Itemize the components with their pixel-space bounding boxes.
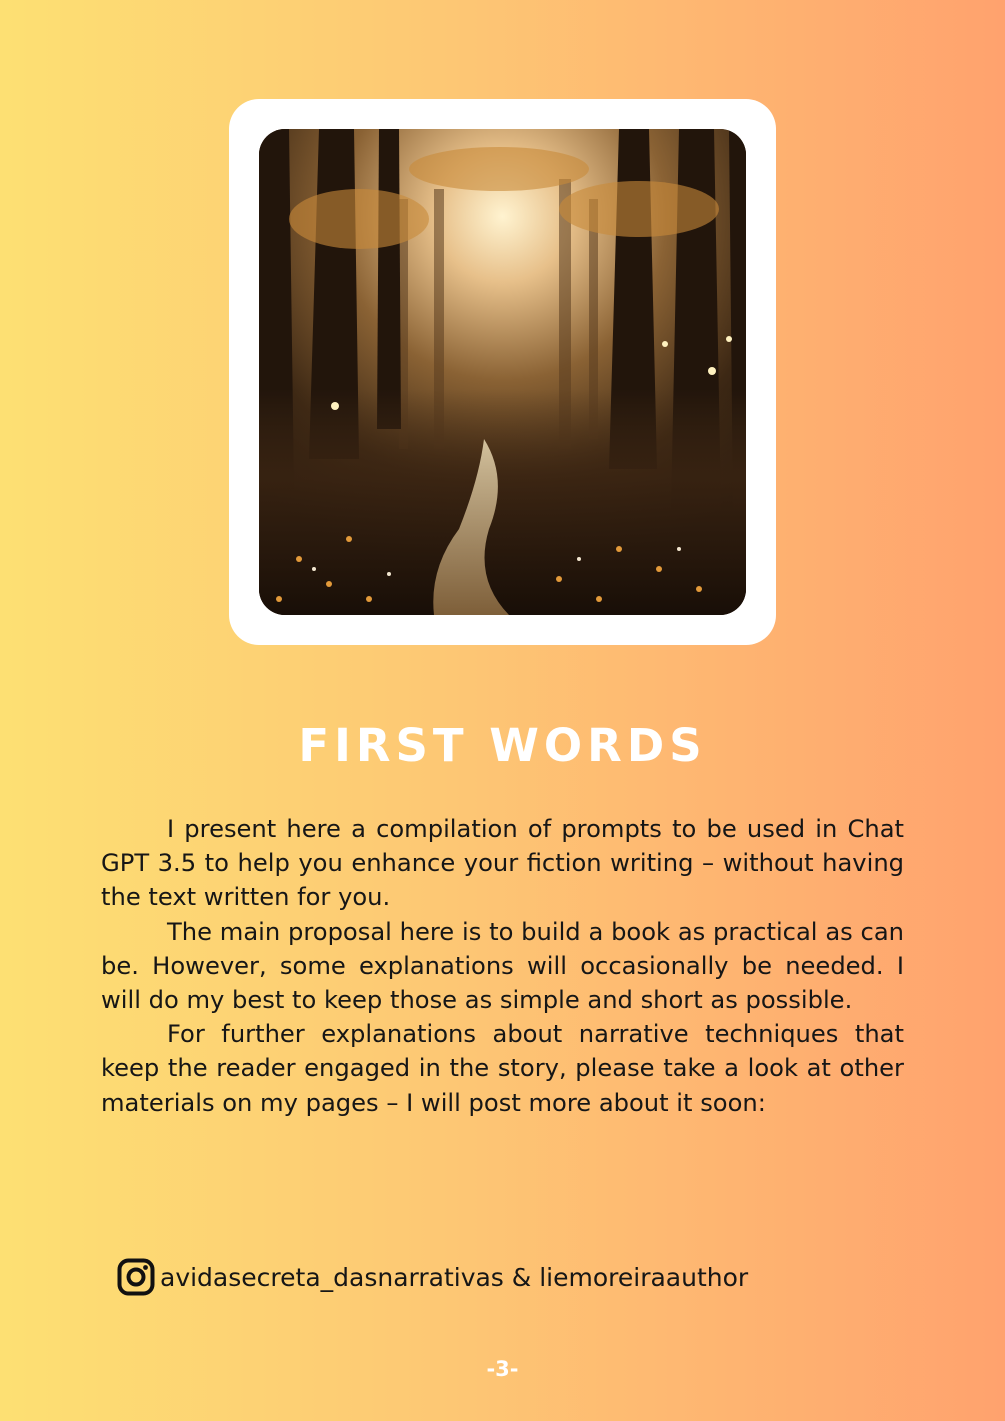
paragraph: For further explanations about narrative techniques that keep the reader engaged in the story, please take a look at other materials on my pages – I will post more about it soon:: [101, 1020, 904, 1117]
paragraph: I present here a compilation of prompts to be used in Chat GPT 3.5 to help you enhance your fiction writing – without having the text written for you.: [101, 815, 904, 912]
paragraph: The main proposal here is to build a book as practical as can be. However, some explanations will occasionally be needed. I will do my best to keep those as simple and short as possible.: [101, 917, 904, 1015]
intro-text: [101, 812, 904, 1120]
page-title: FIRST WORDS: [298, 719, 707, 772]
instagram-icon: [117, 1258, 155, 1296]
forest-illustration: [259, 129, 746, 615]
social-handles: [117, 1256, 748, 1298]
image-frame: [229, 99, 776, 645]
page-number: -3-: [486, 1357, 519, 1381]
social-handles-text: avidasecreta_dasnarrativas & liemoreiraauthor: [160, 1262, 749, 1292]
